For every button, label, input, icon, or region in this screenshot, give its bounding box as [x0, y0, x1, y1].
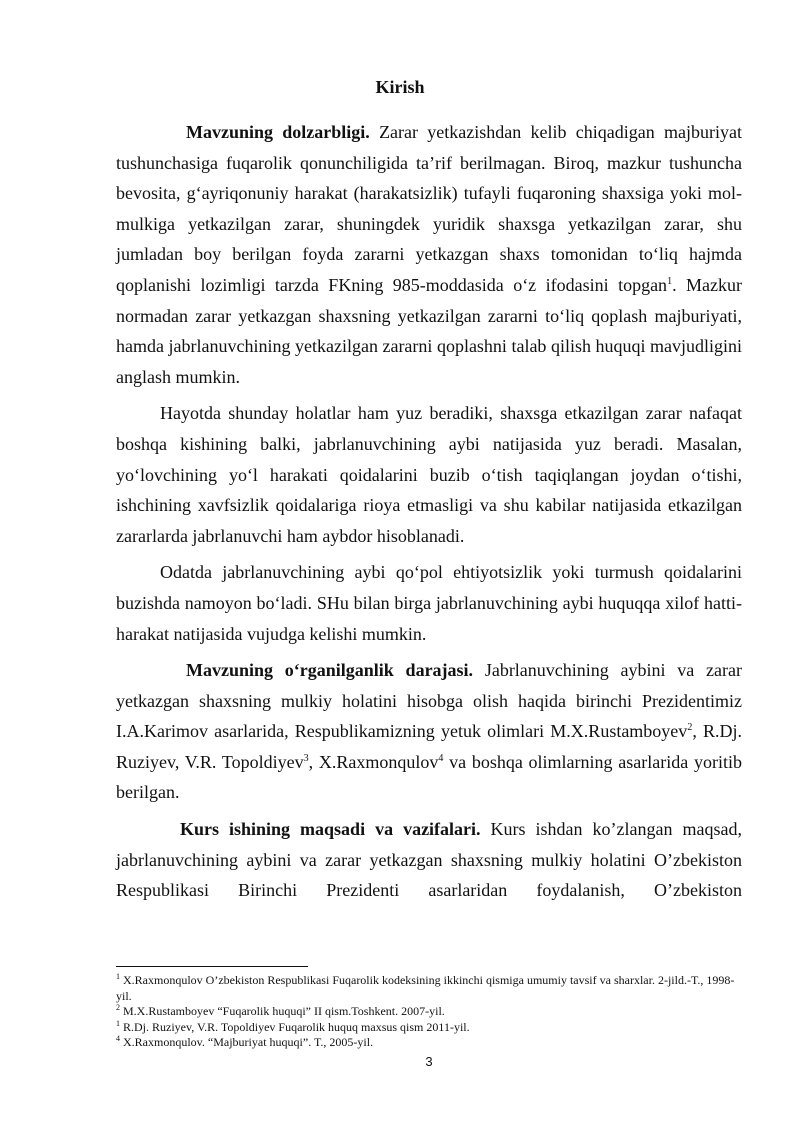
footnote-text: R.Dj. Ruziyev, V.R. Topoldiyev Fuqarolik huquq maxsus qism 2011-yil.	[120, 1019, 470, 1034]
page-title: Kirish	[375, 77, 425, 97]
heading-relevance: Mavzuning dolzarbligi.	[186, 122, 370, 142]
footnote-text: M.X.Rustamboyev “Fuqarolik huquqi” II qism.Toshkent. 2007-yil.	[120, 1004, 445, 1019]
heading-goals	[180, 819, 481, 839]
footnote-ref: 2	[687, 722, 693, 734]
paragraph-life-cases: Hayotda shunday holatlar ham yuz beradiki, shaxsga etkazilgan zarar nafaqat boshqa kishining balki, jabrlanuvchining aybi natijasida yuz beradi. Masalan, yo‘lovchining yo‘l harakati qoidalarini buzib o‘tish taqiqlangan joydan o‘tishi, ishchining xavfsizlik qoidalariga rioya etmasligi va shu kabilar natijasida etkazilgan zararlarda jabrlanuvchi ham aybdor hisoblanadi.	[116, 403, 742, 546]
footnotes	[116, 973, 742, 1051]
footnote-mark: 1	[116, 1018, 120, 1028]
footnote-ref: 3	[303, 752, 309, 764]
paragraph-text: , R.Dj. Ruziyev, V.R. Topoldiyev	[116, 721, 743, 772]
footnote-ref: 4	[438, 752, 444, 764]
heading-goals-dot: .	[476, 819, 481, 840]
footnote-ref: 1	[667, 275, 673, 287]
footnote-item	[116, 973, 742, 1004]
paragraph-text: Jabrlanuvchining aybini va zarar yetkazgan shaxsning mulkiy holatini hisobga olish haqida birinchi Prezidentimiz I.A.Karimov asarlarida, Respublikamizning yetuk olimlari M.X.Rustamboyev	[116, 660, 743, 742]
paragraph-text: , X.Raxmonqulov	[308, 751, 439, 772]
paragraph-text: Zarar yetkazishdan kelib chiqadigan majburiyat tushunchasiga fuqarolik qonunchiligida ta’rif berilmagan. Biroq, mazkur tushuncha bevosita, g‘ayriqonuniy harakat (harakatsizlik) tufayli fuqaroning shaxsiga yoki mol-mulkiga yetkazilgan zarar, shuningdek yuridik shaxsga yetkazilgan zarar, shu jumladan boy berilgan foyda zararni yetkazgan shaxs tomonidan to‘liq hajmda qoplanishi lozimligi tarzda FKning 985-moddasida o‘z ifodasini topgan	[116, 122, 743, 295]
paragraph-text: . Mazkur normadan zarar yetkazgan shaxsning yetkazilgan zararni to‘liq qoplash majburiyati, hamda jabrlanuvchining yetkazilgan zararni qoplashni talab qilish huquqi mavjudligini anglash mumkin.	[116, 274, 742, 387]
footnote-item	[116, 1004, 742, 1020]
paragraph-goals	[116, 814, 742, 906]
footnote-divider	[116, 966, 308, 967]
footnote-mark: 1	[116, 972, 120, 981]
paragraph-relevance	[116, 117, 742, 392]
footnote-text: X.Raxmonqulov. “Majburiyat huquqi”. T., 2005-yil.	[120, 1035, 374, 1050]
paragraph-text: va boshqa olimlarning asarlarida yoritib berilgan.	[116, 751, 742, 803]
heading-goals-text: Kurs ishining maqsadi va vazifalari	[180, 819, 477, 840]
page-number: 3	[425, 1054, 433, 1069]
paragraph-victim-fault: Odatda jabrlanuvchining aybi qo‘pol ehtiyotsizlik yoki turmush qoidalarini buzishda namoyon bo‘ladi. SHu bilan birga jabrlanuvchining aybi huquqqa xilof hatti-harakat natijasida vujudga kelishi mumkin.	[116, 562, 742, 644]
paragraph-study-level	[116, 655, 742, 808]
footnote-mark: 4	[116, 1034, 120, 1044]
footnote-item	[116, 1020, 742, 1036]
paragraph-text: Kurs ishdan ko’zlangan maqsad, jabrlanuvchining aybini va zarar yetkazgan shaxsning mulkiy holatini O’zbekiston Respublikasi Birinchi Prezidenti asarlaridan foydalanish, O’zbekiston	[116, 819, 742, 901]
footnote-mark: 2	[116, 1003, 120, 1013]
footnote-text: X.Raxmonqulov O’zbekiston Respublikasi Fuqarolik kodeksining ikkinchi qismiga umumiy tavsif va sharxlar. 2-jild.-T., 1998-yil.	[116, 973, 735, 1003]
heading-study-level: Mavzuning o‘rganilganlik darajasi.	[186, 660, 474, 681]
body-text	[116, 117, 742, 912]
footnote-item	[116, 1035, 742, 1051]
